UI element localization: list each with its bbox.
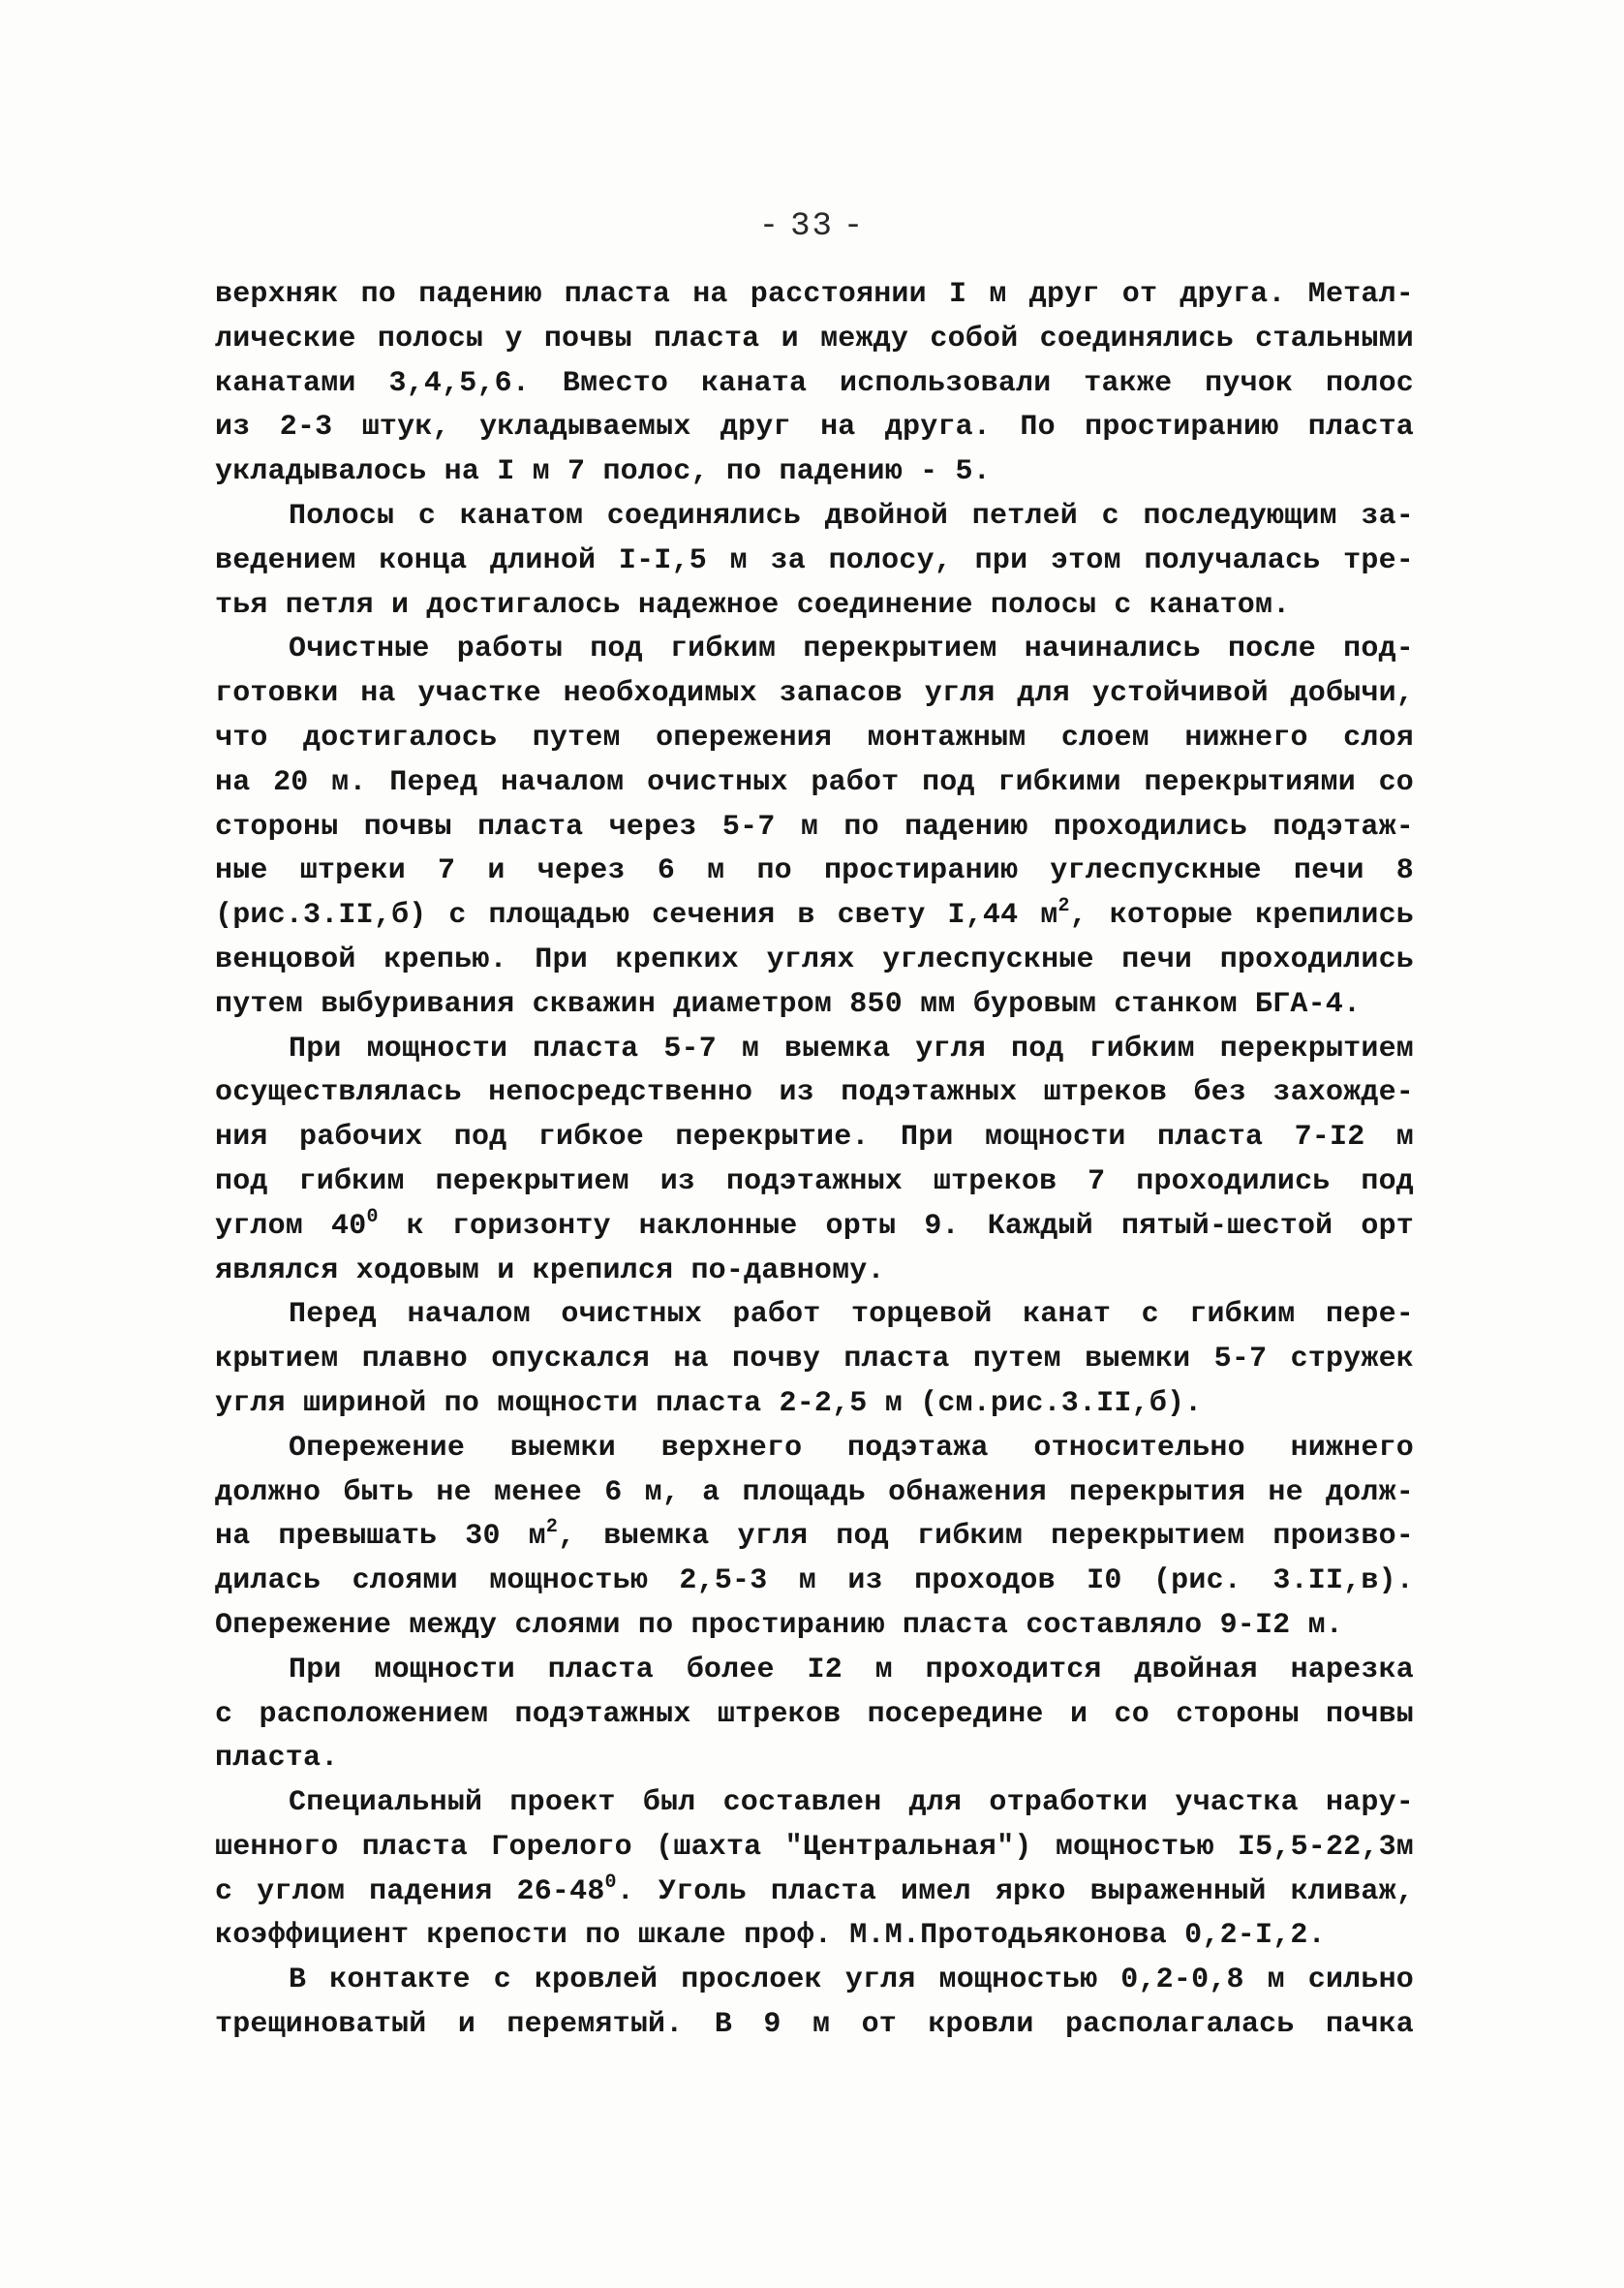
text-line [215, 362, 1414, 407]
text-line [215, 1914, 1414, 1959]
page-number-dash-right: - [843, 208, 866, 245]
text-line [215, 1826, 1414, 1871]
text-line-main: дилась слоями мощностью 2,5-3 м из проходов I0 (рис. 3.II,в). [215, 1564, 1414, 1598]
text-line-main: что достигалось путем опережения монтажным слоем нижнего слоя [215, 721, 1414, 755]
text-line-main: путем выбуривания скважин диаметром 850 мм буровым станком БГА-4. [215, 987, 1362, 1021]
text-line-superscript: 0 [366, 1205, 379, 1228]
text-line-main: Очистные работы под гибким перекрытием начинались после под- [289, 633, 1414, 666]
text-line-main: стороны почвы пласта через 5-7 м по падению проходились подэтаж- [215, 810, 1414, 844]
text-line-main: углом 40 [215, 1209, 367, 1243]
text-line [215, 273, 1414, 318]
text-line-superscript: 2 [545, 1516, 559, 1539]
text-line-main: ные штреки 7 и через 6 м по простиранию углеспускные печи 8 [215, 854, 1414, 888]
text-line [215, 628, 1414, 672]
text-line-main: верхняк по падению пласта на расстоянии I м друг от друга. Метал- [215, 278, 1414, 311]
text-line [215, 939, 1414, 983]
text-line-tail: , выемка угля под гибким перекрытием произво- [558, 1520, 1414, 1554]
text-line-main: канатами 3,4,5,6. Вместо каната использовали также пучок полос [215, 366, 1414, 400]
text-line-main: под гибким перекрытием из подэтажных штреков 7 проходились под [215, 1164, 1414, 1198]
text-line-main: готовки на участке необходимых запасов угля для устойчивой добычи, [215, 677, 1414, 711]
text-line [215, 894, 1414, 939]
text-line [215, 584, 1414, 629]
text-line-main: Опережение между слоями по простиранию пласта составляло 9-I2 м. [215, 1608, 1343, 1642]
text-line-main: осуществлялась непосредственно из подэтажных штреков без захожде- [215, 1076, 1414, 1110]
text-line [215, 1071, 1414, 1116]
text-line [215, 1293, 1414, 1338]
page-number-dash-left: - [758, 208, 781, 245]
text-line-main: Перед началом очистных работ торцевой канат с гибким пере- [289, 1298, 1414, 1332]
text-line [215, 1604, 1414, 1649]
text-line [215, 540, 1414, 584]
text-line-main: При мощности пласта более I2 м проходится двойная нарезка [289, 1653, 1414, 1686]
text-line-main: коэффициент крепости по шкале проф. М.М.Протодьяконова 0,2-I,2. [215, 1919, 1326, 1953]
text-line [215, 1427, 1414, 1471]
text-line [215, 1560, 1414, 1604]
text-line [215, 850, 1414, 894]
text-line-main: крытием плавно опускался на почву пласта путем выемки 5-7 стружек [215, 1343, 1414, 1376]
text-line-main: из 2-3 штук, укладываемых друг на друга. По простиранию пласта [215, 411, 1414, 445]
text-line-superscript: 2 [1057, 895, 1070, 918]
text-line-main: пласта. [215, 1742, 339, 1776]
text-line-main: с углом падения 26-48 [215, 1874, 605, 1908]
text-line-main: трещиноватый и перемятый. В 9 м от кровли располагалась пачка [215, 2008, 1414, 2042]
text-line-main: При мощности пласта 5-7 м выемка угля под гибким перекрытием [289, 1032, 1414, 1066]
text-line [215, 1693, 1414, 1738]
text-line-main: Опережение выемки верхнего подэтажа относительно нижнего [289, 1431, 1414, 1465]
text-line-main: венцовой крепью. При крепких углях углеспускные печи проходились [215, 943, 1414, 976]
text-line [215, 1649, 1414, 1693]
text-line [215, 2003, 1414, 2048]
text-line [215, 406, 1414, 450]
text-line-main: (рис.3.II,б) с площадью сечения в свету I,44 м [215, 899, 1058, 933]
text-line-superscript: 0 [604, 1871, 617, 1894]
text-line-main: В контакте с кровлей прослоек угля мощностью 0,2-0,8 м сильно [289, 1963, 1414, 1997]
text-line-tail: . Уголь пласта имел ярко выраженный кливаж, [616, 1874, 1414, 1908]
text-line [215, 1250, 1414, 1294]
text-line-main: с расположением подэтажных штреков посередине и со стороны почвы [215, 1697, 1414, 1731]
text-line-main: шенного пласта Горелого (шахта "Центральная") мощностью I5,5-22,3м [215, 1830, 1414, 1864]
text-line [215, 1515, 1414, 1560]
text-line [215, 1471, 1414, 1516]
text-line-main: должно быть не менее 6 м, а площадь обнажения перекрытия не долж- [215, 1475, 1414, 1509]
text-line [215, 806, 1414, 850]
text-line-tail: , которые крепились [1069, 899, 1414, 933]
text-line [215, 1959, 1414, 2003]
text-line [215, 1871, 1414, 1915]
text-line-main: Специальный проект был составлен для отработки участка нару- [289, 1786, 1414, 1820]
text-line-tail: к горизонту наклонные орты 9. Каждый пятый-шестой орт [378, 1209, 1415, 1243]
text-line [215, 983, 1414, 1028]
text-line [215, 1382, 1414, 1427]
text-line-main: Полосы с канатом соединялись двойной петлей с последующим за- [289, 499, 1414, 533]
page-number [0, 208, 1624, 245]
text-line [215, 1028, 1414, 1072]
text-line-main: на 20 м. Перед началом очистных работ под гибкими перекрытиями со [215, 765, 1414, 799]
text-line [215, 672, 1414, 717]
text-line [215, 1160, 1414, 1205]
text-line [215, 1338, 1414, 1382]
text-line-main: тья петля и достигалось надежное соединение полосы с канатом. [215, 588, 1291, 622]
text-line [215, 1737, 1414, 1781]
text-line-main: на превышать 30 м [215, 1520, 546, 1554]
text-line-main: укладывалось на I м 7 полос, по падению - 5. [215, 455, 991, 489]
text-line [215, 1781, 1414, 1826]
text-line [215, 450, 1414, 495]
text-line-main: лические полосы у почвы пласта и между собой соединялись стальными [215, 322, 1414, 356]
text-line-main: ведением конца длиной I-I,5 м за полосу, при этом получалась тре- [215, 543, 1414, 577]
text-line-main: угля шириной по мощности пласта 2-2,5 м (см.рис.3.II,б). [215, 1386, 1203, 1420]
text-line [215, 1205, 1414, 1250]
text-line [215, 495, 1414, 540]
text-line [215, 1116, 1414, 1160]
text-line-main: являлся ходовым и крепился по-давному. [215, 1253, 885, 1287]
text-line [215, 761, 1414, 806]
page-number-value: 33 [790, 208, 834, 245]
text-line-main: ния рабочих под гибкое перекрытие. При мощности пласта 7-I2 м [215, 1121, 1414, 1155]
text-line [215, 318, 1414, 362]
text-line [215, 717, 1414, 761]
body-text [215, 273, 1414, 2048]
